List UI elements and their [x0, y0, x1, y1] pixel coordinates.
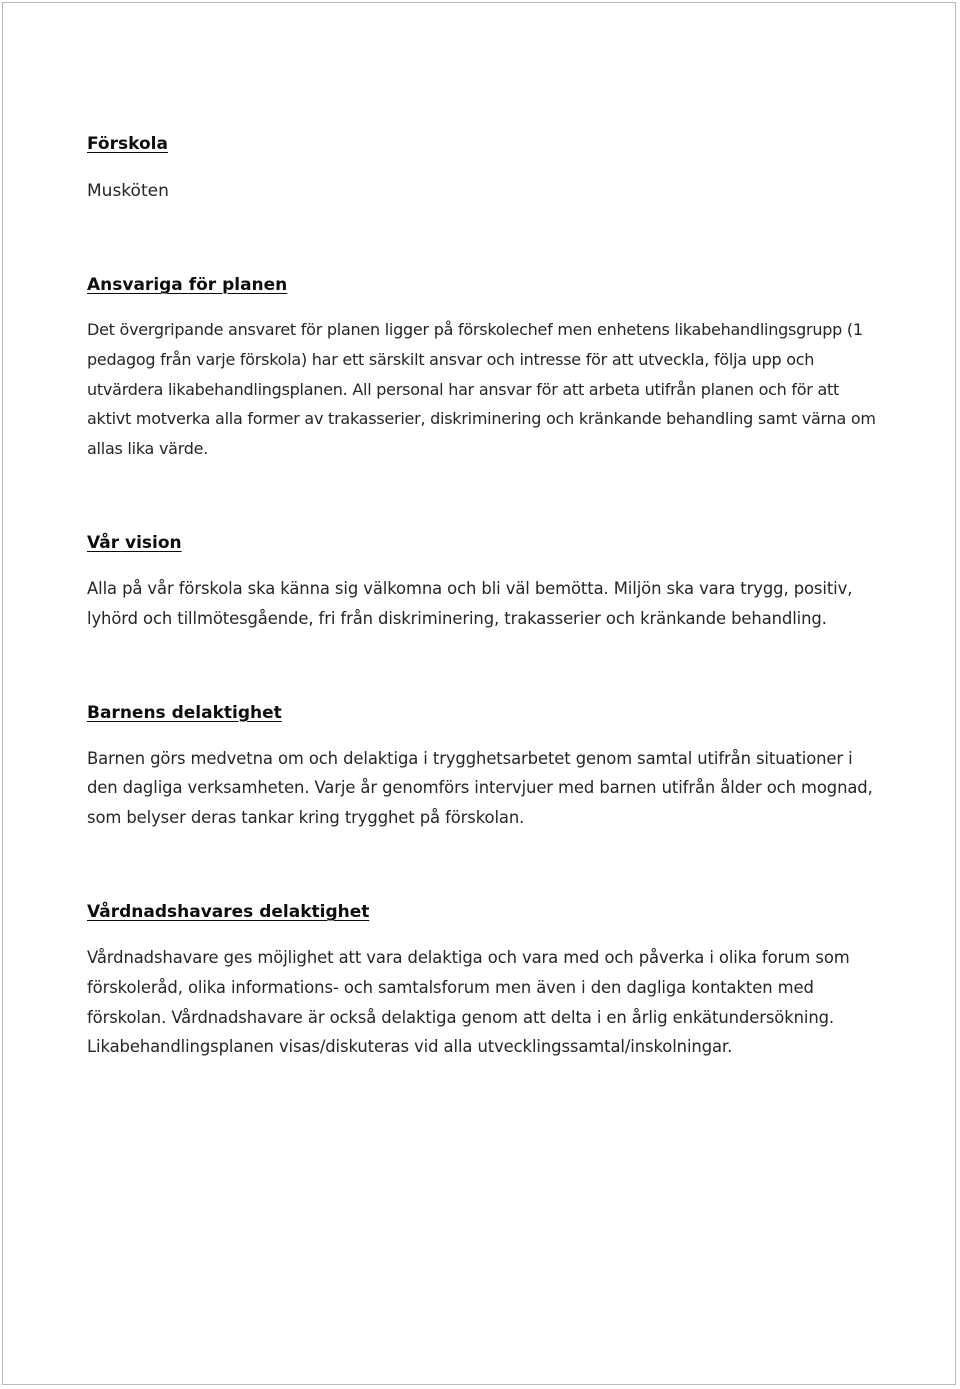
vardnadshavare-paragraph: Vårdnadshavare ges möjlighet att vara delaktiga och vara med och påverka i olika forum som förskoleråd, olika informations- och samtalsforum men även i den dagliga kontakten med förskolan. Vårdnadshavare är också delaktiga genom att delta i en årlig enkätundersökning. Likabehandlingsplanen visas/diskuteras vid alla utvecklingssamtal/inskolningar.	[87, 947, 850, 1057]
heading-ansvariga: Ansvariga för planen	[87, 275, 288, 295]
vision-paragraph: Alla på vår förskola ska känna sig välkomna och bli väl bemötta. Miljön ska vara trygg, positiv, lyhörd och tillmötesgående, fri från diskriminering, trakasserier och kränkande behandling.	[87, 578, 853, 628]
heading-forskola: Förskola	[87, 134, 168, 154]
forskola-name: Musköten	[87, 181, 169, 201]
heading-vision: Vår vision	[87, 532, 182, 553]
document-content	[87, 129, 887, 1062]
heading-vardnadshavares-delaktighet: Vårdnadshavares delaktighet	[87, 901, 370, 922]
document-page	[2, 2, 956, 1385]
barnens-paragraph: Barnen görs medvetna om och delaktiga i trygghetsarbetet genom samtal utifrån situationer i den dagliga verksamheten. Varje år genomförs intervjuer med barnen utifrån ålder och mognad, som belyser deras tankar kring trygghet på förskolan.	[87, 748, 873, 828]
ansvariga-paragraph: Det övergripande ansvaret för planen ligger på förskolechef men enhetens likabehandlingsgrupp (1 pedagog från varje förskola) har ett särskilt ansvar och intresse för att utveckla, följa upp och utvärdera likabehandlingsplanen. All personal har ansvar för att arbeta utifrån planen och för att aktivt motverka alla former av trakasserier, diskriminering och kränkande behandling samt värna om allas lika värde.	[87, 320, 876, 459]
heading-barnens-delaktighet: Barnens delaktighet	[87, 702, 282, 723]
